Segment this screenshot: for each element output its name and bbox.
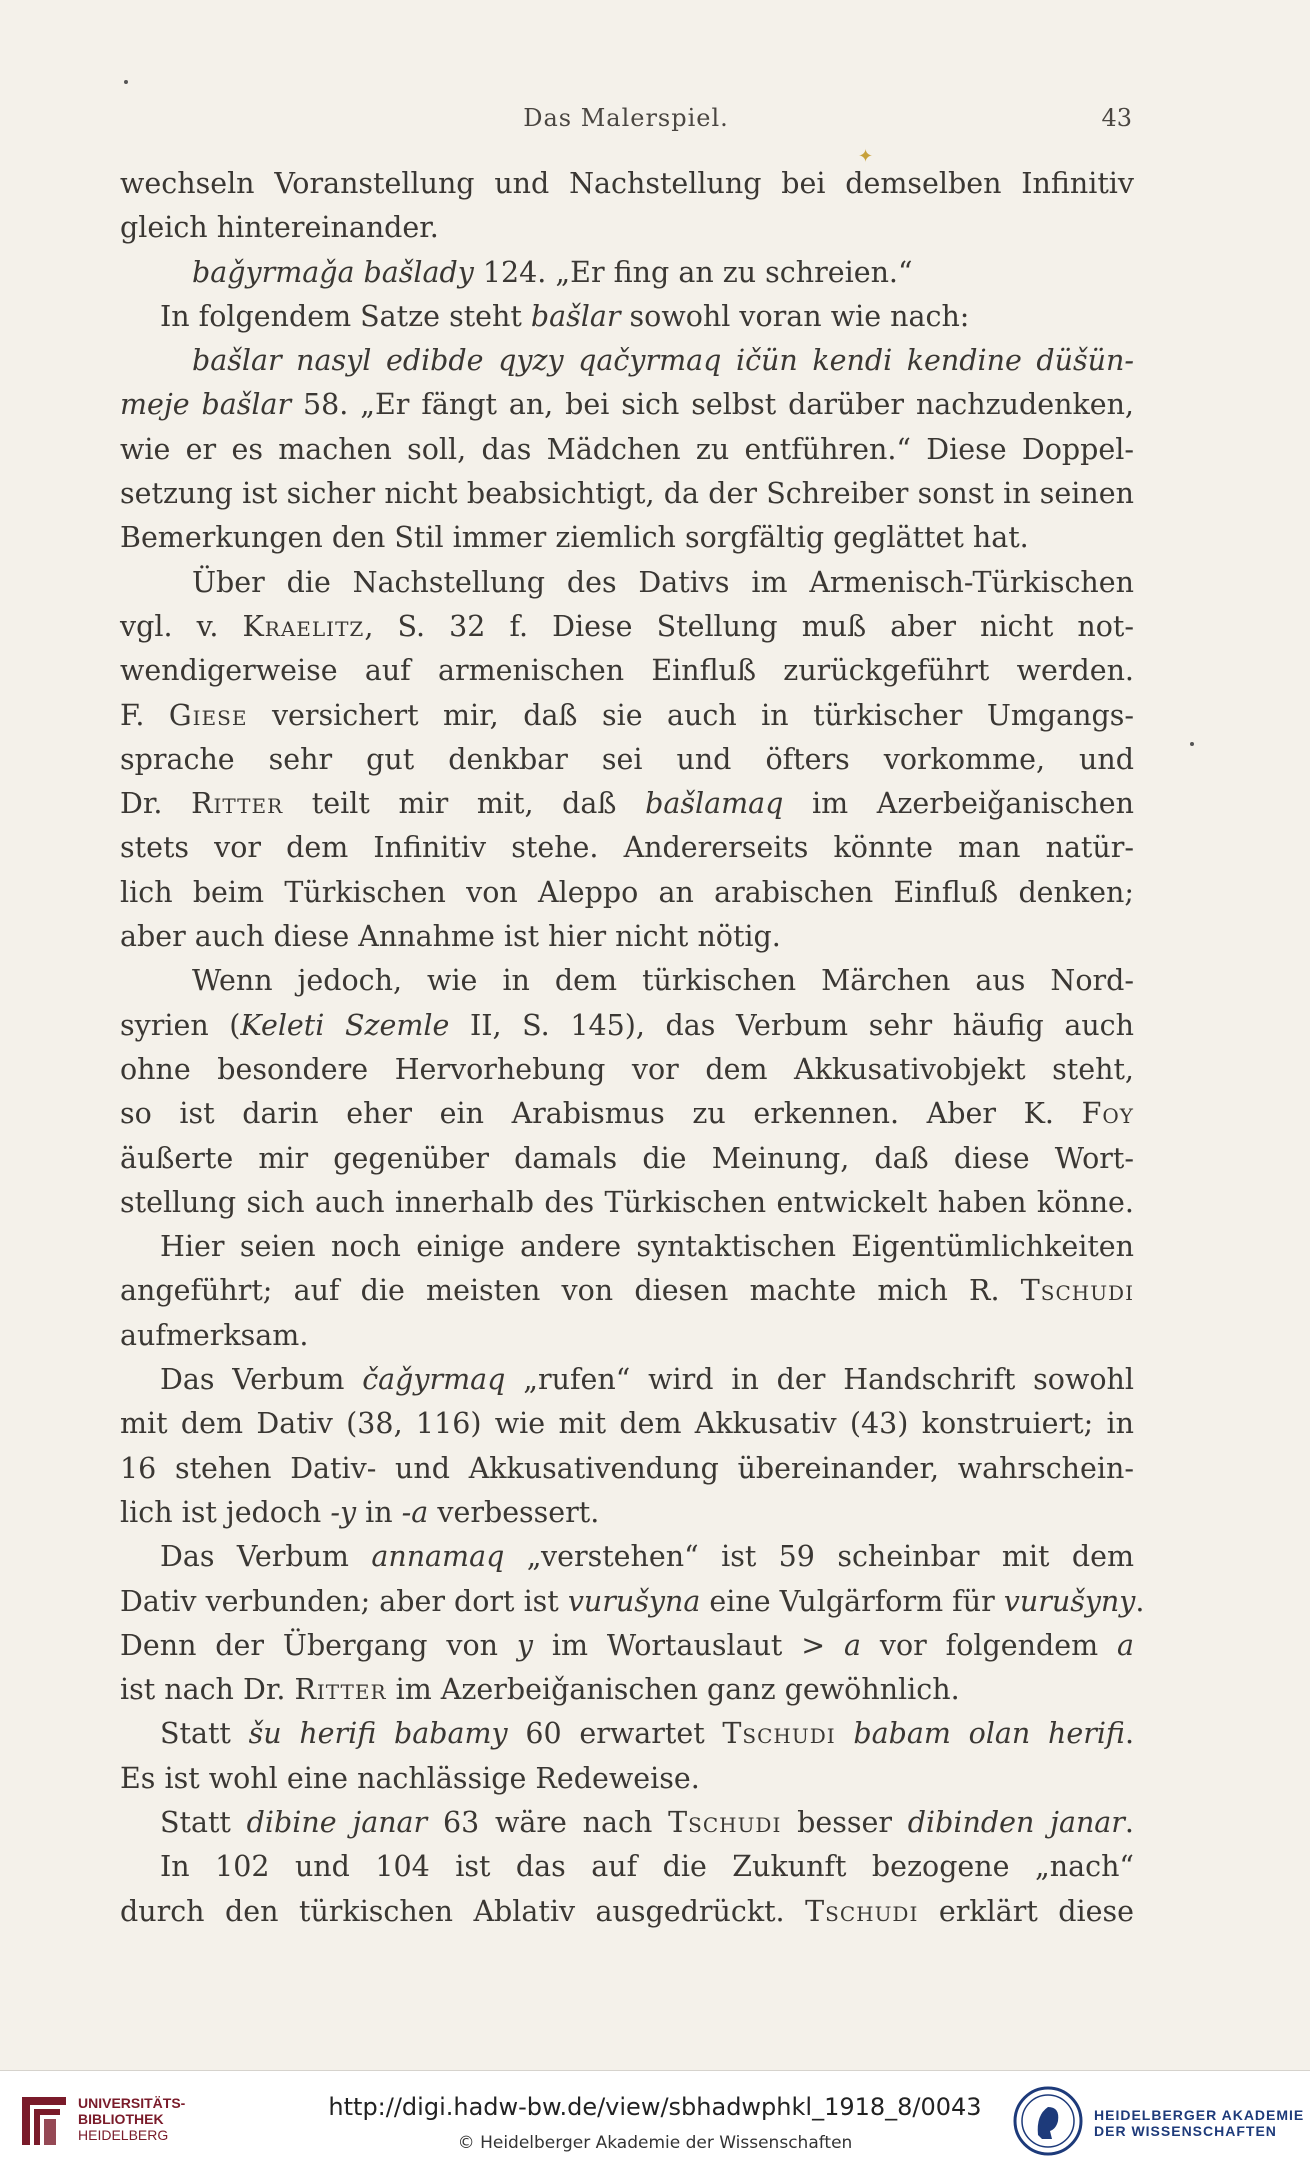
text-line: lich beim Türkischen von Aleppo an arabischen Einfluß denken; <box>120 875 1134 909</box>
text-line: äußerte mir gegenüber damals die Meinung, daß diese Wort- <box>120 1141 1134 1175</box>
text-line: angeführt; auf die meisten von diesen machte mich R. Tschudi <box>120 1274 1134 1308</box>
text-line: lich ist jedoch -y in -a verbessert. <box>120 1495 600 1529</box>
text-line: mit dem Dativ (38, 116) wie mit dem Akkusativ (43) konstruiert; in <box>120 1407 1134 1441</box>
text-line: Denn der Übergang von y im Wortauslaut > a vor folgendem a <box>120 1628 1134 1662</box>
academy-line: DER WISSENSCHAFTEN <box>1094 2123 1277 2139</box>
text-line: Es ist wohl eine nachlässige Redeweise. <box>120 1761 700 1795</box>
scan-speck <box>124 80 128 84</box>
text-line: Das Verbum čaǧyrmaq „rufen“ wird in der Handschrift sowohl <box>160 1363 1134 1397</box>
text-line: Über die Nachstellung des Dativs im Armenisch-Türkischen <box>192 565 1134 599</box>
text-line: setzung ist sicher nicht beabsichtigt, da der Schreiber sonst in seinen <box>120 477 1134 511</box>
academy-seal-icon[interactable] <box>1012 2085 1084 2157</box>
uni-line: BIBLIOTHEK <box>78 2111 164 2127</box>
text-line: wechseln Voranstellung und Nachstellung bei demselben Infinitiv <box>120 167 1134 200</box>
text-line: wendigerweise auf armenischen Einfluß zurückgeführt werden. <box>120 654 1134 688</box>
document-url-link[interactable]: http://digi.hadw-bw.de/view/sbhadwphkl_1918_8/0043 <box>328 2093 982 2121</box>
text-line: vgl. v. Kraelitz, S. 32 f. Diese Stellung muß aber nicht not- <box>120 609 1134 643</box>
text-line: ist nach Dr. Ritter im Azerbeiǧanischen ganz gewöhnlich. <box>120 1673 960 1707</box>
text-line: Statt dibine janar 63 wäre nach Tschudi besser dibinden janar. <box>160 1805 1134 1839</box>
text-line: meje bašlar 58. „Er fängt an, bei sich selbst darüber nachzudenken, <box>120 388 1134 422</box>
page-number: 43 <box>1101 104 1132 132</box>
text-line: Bemerkungen den Stil immer ziemlich sorgfältig geglättet hat. <box>120 521 1029 555</box>
text-line: aber auch diese Annahme ist hier nicht nötig. <box>120 920 781 954</box>
text-line: durch den türkischen Ablativ ausgedrückt. Tschudi erklärt diese <box>120 1894 1135 1928</box>
text-line: ohne besondere Hervorhebung vor dem Akkusativobjekt steht, <box>120 1052 1134 1086</box>
text-line: 16 stehen Dativ- und Akkusativendung übereinander, wahrschein- <box>120 1451 1134 1485</box>
body-text <box>120 162 1145 1934</box>
running-title: Das Malerspiel. <box>523 104 729 132</box>
text-line: sprache sehr gut denkbar sei und öfters vorkomme, und <box>120 742 1134 776</box>
running-head <box>120 104 1132 144</box>
academy-name[interactable] <box>1094 2107 1304 2139</box>
text-line: bašlar nasyl edibde qyzy qačyrmaq ičün kendi kendine düšün- <box>192 344 1134 378</box>
viewer-footer <box>0 2070 1310 2171</box>
text-line: Dr. Ritter teilt mir mit, daß bašlamaq im Azerbeiǧanischen <box>120 787 1134 821</box>
scan-speck <box>1190 742 1194 746</box>
text-line: gleich hintereinander. <box>120 211 439 245</box>
text-line: Hier seien noch einige andere syntaktischen Eigentümlichkeiten <box>160 1230 1134 1264</box>
text-line: Das Verbum annamaq „verstehen“ ist 59 scheinbar mit dem <box>160 1540 1134 1574</box>
copyright-notice: © Heidelberger Akademie der Wissenschaften <box>457 2133 853 2153</box>
uni-line: UNIVERSITÄTS- <box>78 2095 186 2111</box>
text-line: In 102 und 104 ist das auf die Zukunft bezogene „nach“ <box>160 1850 1134 1884</box>
text-line: Wenn jedoch, wie in dem türkischen Märchen aus Nord- <box>192 964 1134 998</box>
text-line: wie er es machen soll, das Mädchen zu entführen.“ Diese Doppel- <box>120 432 1134 466</box>
text-line: F. Giese versichert mir, daß sie auch in türkischer Umgangs- <box>120 698 1134 732</box>
text-line: stellung sich auch innerhalb des Türkischen entwickelt haben könne. <box>120 1185 1134 1219</box>
text-line: syrien (Keleti Szemle II, S. 145), das Verbum sehr häufig auch <box>120 1008 1134 1042</box>
ink-mark: ✦ <box>858 146 874 167</box>
text-line: In folgendem Satze steht bašlar sowohl voran wie nach: <box>160 299 970 333</box>
text-line: Dativ verbunden; aber dort ist vurušyna eine Vulgärform für vurušyny. <box>120 1584 1145 1618</box>
text-line: Statt šu herifi babamy 60 erwartet Tschudi babam olan herifi. <box>160 1717 1135 1751</box>
text-line: so ist darin eher ein Arabismus zu erkennen. Aber K. Foy <box>120 1097 1134 1131</box>
text-line: aufmerksam. <box>120 1318 309 1352</box>
text-line: stets vor dem Infinitiv stehe. Andererseits könnte man natür- <box>120 831 1134 865</box>
uni-line: HEIDELBERG <box>78 2127 169 2143</box>
text-line: baǧyrmaǧa bašlady 124. „Er fing an zu schreien.“ <box>192 255 913 289</box>
academy-line: HEIDELBERGER AKADEMIE <box>1094 2107 1305 2123</box>
